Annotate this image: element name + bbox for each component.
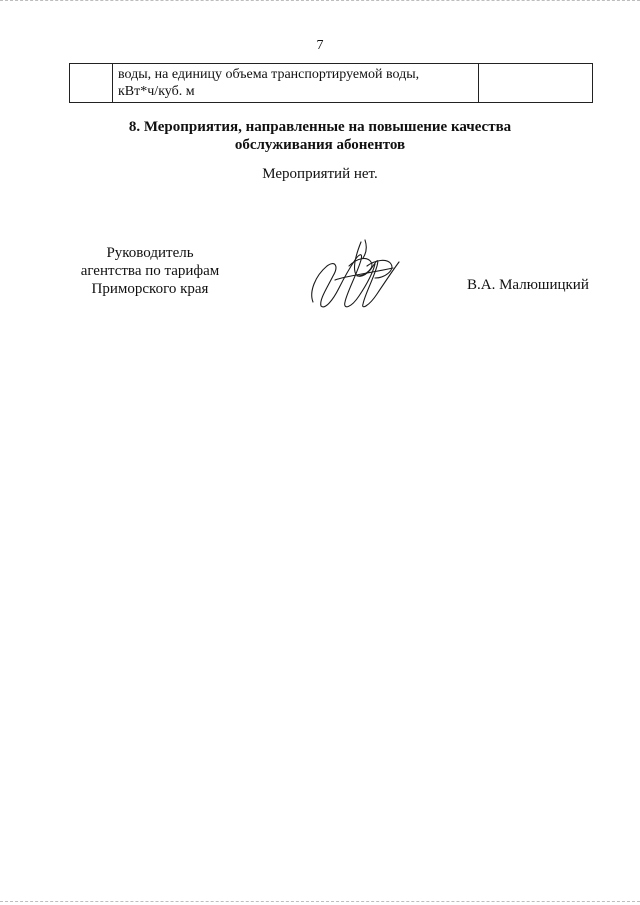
signer-title-line3: Приморского края <box>91 281 209 297</box>
table-cell-value <box>479 64 593 103</box>
indicator-table <box>69 63 593 103</box>
scan-bottom-edge <box>0 901 640 904</box>
indicator-text-line2: кВт*ч/куб. м <box>118 84 195 99</box>
page-number: 7 <box>316 38 324 53</box>
section-8-heading <box>0 118 640 154</box>
scan-top-edge <box>0 0 640 3</box>
table-cell-number <box>70 64 113 103</box>
table-cell-indicator <box>113 64 479 103</box>
signer-name: В.А. Малюшицкий <box>467 277 589 293</box>
indicator-text-line1: воды, на единицу объема транспортируемой воды, <box>118 67 420 82</box>
section-8-body: Мероприятий нет. <box>262 166 378 182</box>
section-8-heading-line2: обслуживания абонентов <box>234 137 406 153</box>
handwritten-signature-icon <box>305 236 415 312</box>
section-8-heading-line1: 8. Мероприятия, направленные на повышение качества <box>128 119 512 135</box>
table-row <box>70 64 593 103</box>
signer-title-line1: Руководитель <box>106 245 194 261</box>
signer-title-line2: агентства по тарифам <box>80 263 220 279</box>
signer-title <box>60 244 240 298</box>
